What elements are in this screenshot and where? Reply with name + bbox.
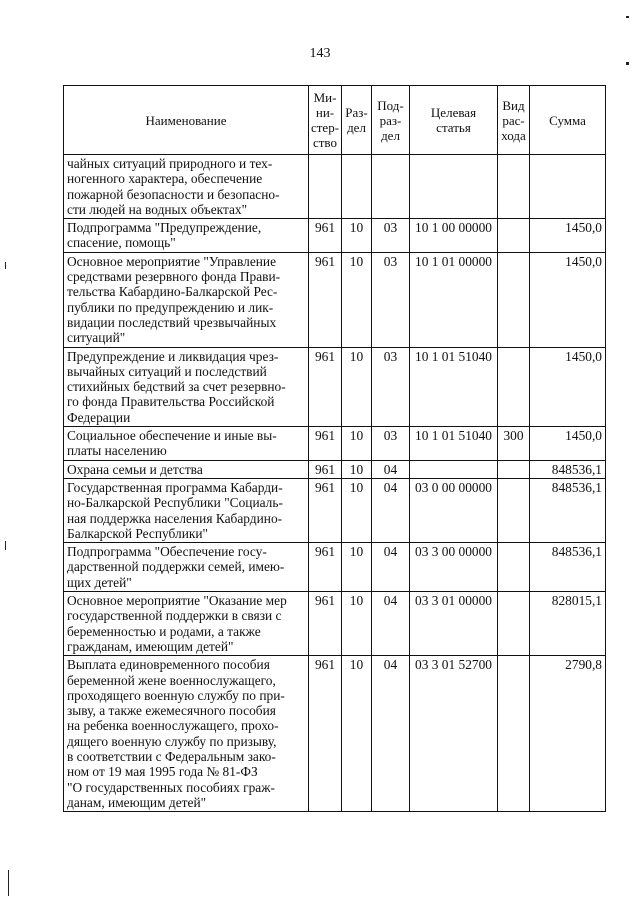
subsection-cell: 04 (372, 592, 410, 656)
header-subsection: Под- раз- дел (372, 86, 410, 155)
table-row (64, 219, 606, 253)
sum-cell: 848536,1 (530, 478, 606, 542)
target-cell: 10 1 01 51040 (410, 347, 498, 426)
row-name-cell: Предупреждение и ликвидация чрез- вычайных ситуаций и последствий стихийных бедствий за счет резервно- го фонда Правительства Российской Федерации (64, 347, 309, 426)
ministry-cell: 961 (309, 219, 342, 253)
section-cell: 10 (342, 219, 372, 253)
table-header-row (64, 86, 606, 155)
subsection-cell: 04 (372, 478, 410, 542)
sum-cell: 848536,1 (530, 543, 606, 592)
table-row (64, 592, 606, 656)
header-section: Раз- дел (342, 86, 372, 155)
subsection-cell: 04 (372, 656, 410, 812)
expense-type-cell (498, 478, 530, 542)
table-row (64, 155, 606, 219)
row-name-cell: Социальное обеспечение и иные вы- платы населению (64, 427, 309, 461)
ministry-cell: 961 (309, 592, 342, 656)
row-name-cell: Основное мероприятие "Оказание мер государственной поддержки в связи с беременностью и родами, а также гражданам, имеющим детей" (64, 592, 309, 656)
target-cell: 10 1 01 51040 (410, 427, 498, 461)
scan-mark (626, 16, 629, 18)
target-cell (410, 155, 498, 219)
expense-type-cell (498, 347, 530, 426)
expense-type-cell: 300 (498, 427, 530, 461)
sum-cell: 1450,0 (530, 252, 606, 347)
sum-cell (530, 155, 606, 219)
section-cell: 10 (342, 543, 372, 592)
header-expense-type: Вид рас- хода (498, 86, 530, 155)
scan-mark (8, 870, 9, 896)
target-cell: 10 1 00 00000 (410, 219, 498, 253)
section-cell: 10 (342, 592, 372, 656)
target-cell: 03 3 01 52700 (410, 656, 498, 812)
table-row (64, 427, 606, 461)
sum-cell: 828015,1 (530, 592, 606, 656)
sum-cell: 1450,0 (530, 427, 606, 461)
target-cell: 10 1 01 00000 (410, 252, 498, 347)
ministry-cell: 961 (309, 656, 342, 812)
subsection-cell: 03 (372, 219, 410, 253)
expense-type-cell (498, 656, 530, 812)
expense-type-cell (498, 252, 530, 347)
row-name-cell: Основное мероприятие "Управление средствами резервного фонда Прави- тельства Кабардино-Балкарской Рес- публики по предупреждению и лик- видации последствий чрезвычайных ситуаций" (64, 252, 309, 347)
expense-type-cell (498, 219, 530, 253)
target-cell (410, 460, 498, 478)
scan-mark (626, 62, 629, 65)
header-target: Целевая статья (410, 86, 498, 155)
row-name-cell: Государственная программа Кабарди- но-Балкарской Республики "Социаль- ная поддержка населения Кабардино- Балкарской Республики" (64, 478, 309, 542)
section-cell: 10 (342, 460, 372, 478)
scan-mark (5, 541, 6, 550)
sum-cell: 1450,0 (530, 219, 606, 253)
table-row (64, 252, 606, 347)
section-cell (342, 155, 372, 219)
header-ministry: Ми- ни- стер- ство (309, 86, 342, 155)
scan-mark (5, 262, 6, 269)
subsection-cell (372, 155, 410, 219)
row-name-cell: Подпрограмма "Предупреждение, спасение, помощь" (64, 219, 309, 253)
header-sum: Сумма (530, 86, 606, 155)
expense-type-cell (498, 460, 530, 478)
row-name-cell: чайных ситуаций природного и тех- ногенного характера, обеспечение пожарной безопасности и безопасно- сти людей на водных объектах" (64, 155, 309, 219)
table-row (64, 478, 606, 542)
table-row (64, 543, 606, 592)
ministry-cell: 961 (309, 427, 342, 461)
ministry-cell: 961 (309, 543, 342, 592)
subsection-cell: 03 (372, 347, 410, 426)
section-cell: 10 (342, 478, 372, 542)
table-row (64, 656, 606, 812)
sum-cell: 848536,1 (530, 460, 606, 478)
sum-cell: 1450,0 (530, 347, 606, 426)
target-cell: 03 3 00 00000 (410, 543, 498, 592)
section-cell: 10 (342, 427, 372, 461)
budget-table (63, 85, 606, 812)
subsection-cell: 04 (372, 543, 410, 592)
subsection-cell: 04 (372, 460, 410, 478)
section-cell: 10 (342, 656, 372, 812)
header-name: Наименование (64, 86, 309, 155)
ministry-cell: 961 (309, 460, 342, 478)
table-row (64, 347, 606, 426)
expense-type-cell (498, 543, 530, 592)
page-number: 143 (309, 46, 331, 61)
expense-type-cell (498, 592, 530, 656)
table-row (64, 460, 606, 478)
expense-type-cell (498, 155, 530, 219)
subsection-cell: 03 (372, 427, 410, 461)
subsection-cell: 03 (372, 252, 410, 347)
row-name-cell: Охрана семьи и детства (64, 460, 309, 478)
ministry-cell: 961 (309, 478, 342, 542)
row-name-cell: Выплата единовременного пособия беременной жене военнослужащего, проходящего военную службу по при- зыву, а также ежемесячного пособия на ребенка военнослужащего, прохо- дящего военную службу по призыву, в соответствии с Федеральным зако- ном от 19 мая 1995 года № 81-ФЗ "О государственных пособиях граж- данам, имеющим детей" (64, 656, 309, 812)
ministry-cell (309, 155, 342, 219)
target-cell: 03 0 00 00000 (410, 478, 498, 542)
section-cell: 10 (342, 252, 372, 347)
section-cell: 10 (342, 347, 372, 426)
target-cell: 03 3 01 00000 (410, 592, 498, 656)
ministry-cell: 961 (309, 252, 342, 347)
sum-cell: 2790,8 (530, 656, 606, 812)
ministry-cell: 961 (309, 347, 342, 426)
row-name-cell: Подпрограмма "Обеспечение госу- дарственной поддержки семей, имею- щих детей" (64, 543, 309, 592)
